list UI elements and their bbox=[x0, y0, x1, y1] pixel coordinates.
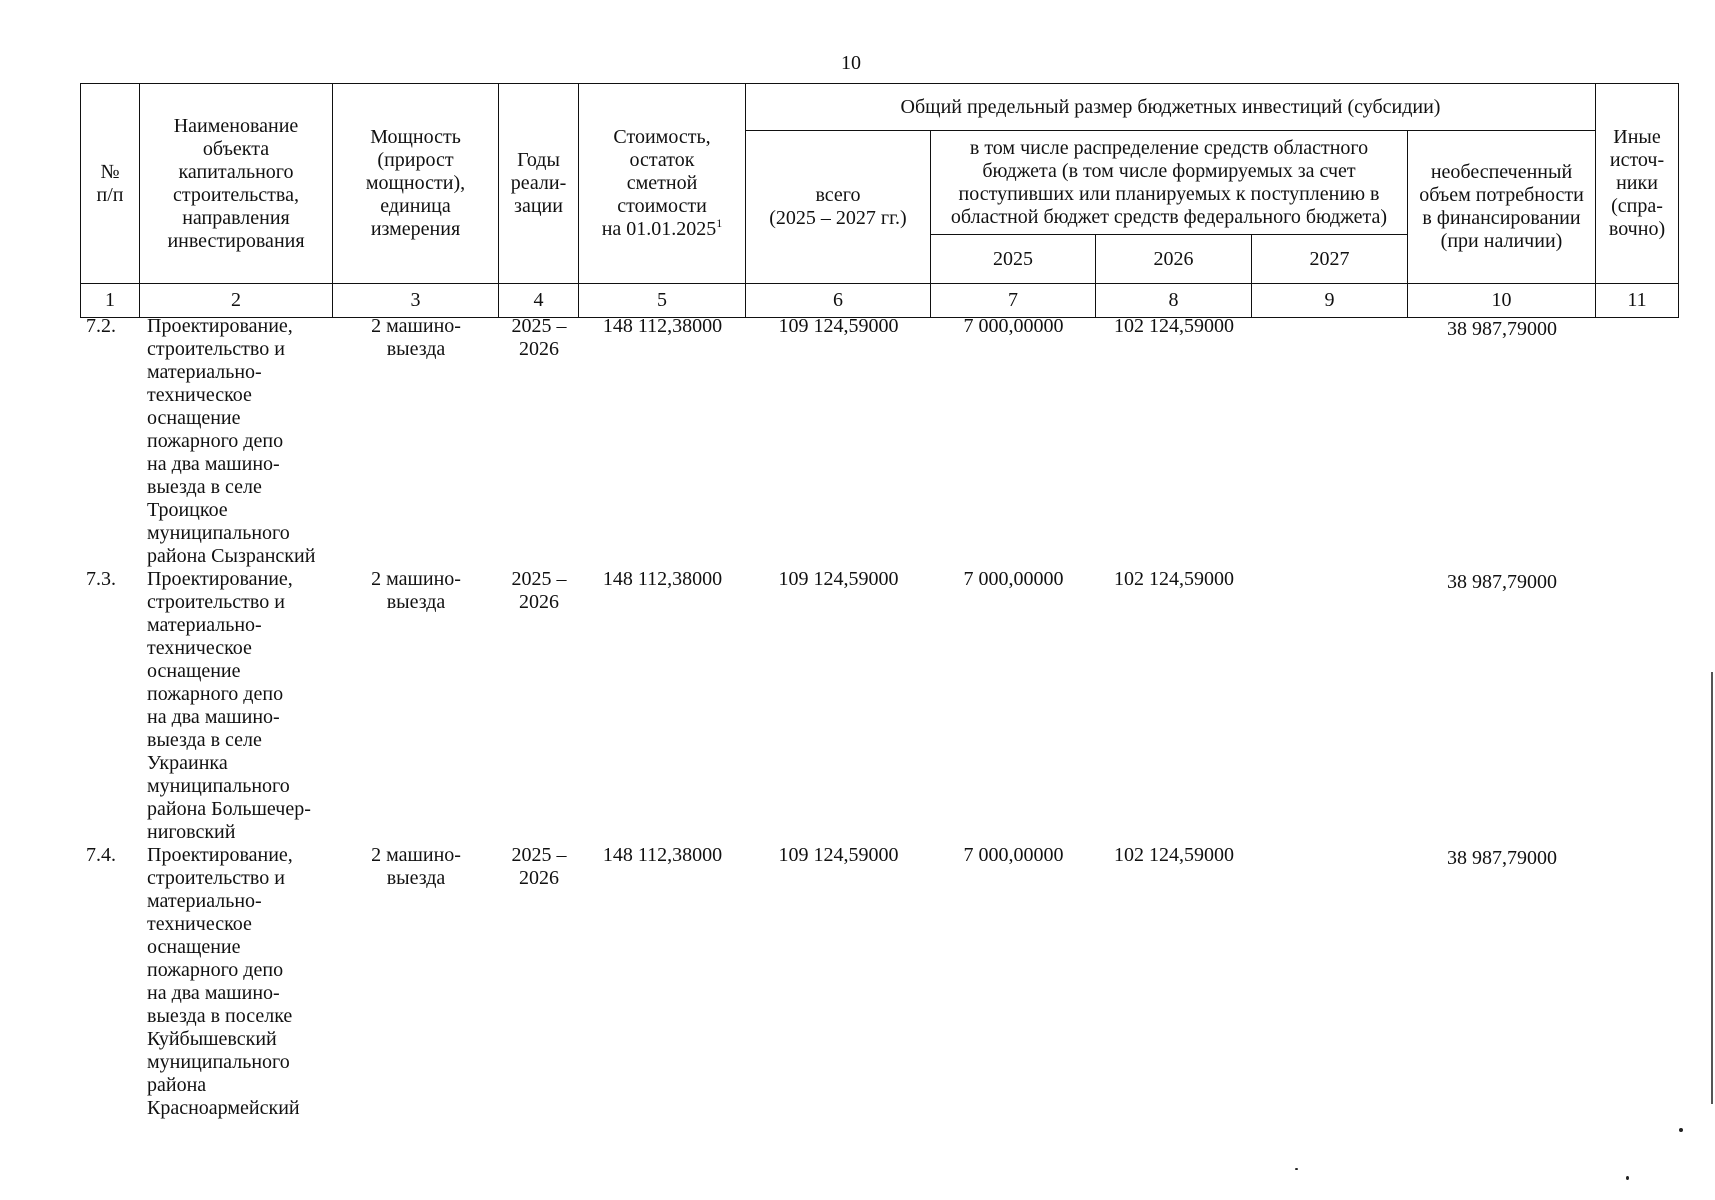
capacity: 2 машино- выезда bbox=[371, 315, 461, 360]
column-number: 3 bbox=[333, 284, 499, 318]
header-other-sources bbox=[1596, 83, 1679, 284]
capacity: 2 машино- выезда bbox=[371, 568, 461, 613]
header-cost-text: Стоимость, остаток сметной стоимости на 01.01.2025 bbox=[601, 126, 717, 240]
estimated-cost: 148 112,38000 bbox=[602, 568, 723, 590]
amount-2026: 102 124,59000 bbox=[1114, 844, 1234, 866]
column-number: 2 bbox=[140, 284, 333, 318]
column-number: 7 bbox=[931, 284, 1096, 318]
capacity: 2 машино- выезда bbox=[371, 844, 461, 889]
scan-speck bbox=[1626, 1176, 1629, 1180]
implementation-years: 2025 – 2026 bbox=[511, 315, 567, 360]
header-object-name bbox=[140, 83, 333, 284]
row-number: 7.3. bbox=[86, 568, 116, 590]
row-number: 7.2. bbox=[86, 315, 116, 337]
column-number: 8 bbox=[1096, 284, 1252, 318]
header-regional-distribution-label: в том числе распределение средств областного бюджета (в том числе формируемых за счет поступивших или планируемых к поступлению в областной бюджет средств федерального бюджета) bbox=[950, 136, 1388, 228]
header-regional-distribution bbox=[931, 131, 1408, 235]
table-row bbox=[80, 844, 1679, 1120]
header-capacity bbox=[333, 83, 499, 284]
header-cost bbox=[579, 83, 746, 284]
header-year-2027-label: 2027 bbox=[1309, 247, 1350, 270]
scan-page-edge bbox=[1711, 672, 1713, 1104]
header-year-2025-label: 2025 bbox=[993, 247, 1033, 270]
header-years-label: Годы реали- зации bbox=[510, 149, 567, 217]
column-number: 6 bbox=[746, 284, 931, 318]
column-number: 4 bbox=[499, 284, 579, 318]
header-row-number bbox=[80, 83, 140, 284]
investment-total: 109 124,59000 bbox=[778, 844, 899, 866]
header-year-2025 bbox=[931, 235, 1096, 284]
investment-total: 109 124,59000 bbox=[778, 315, 899, 337]
amount-2025: 7 000,00000 bbox=[963, 844, 1064, 866]
unsecured-need: 38 987,79000 bbox=[1447, 847, 1557, 869]
column-number: 10 bbox=[1408, 284, 1596, 318]
column-number: 9 bbox=[1252, 284, 1408, 318]
amount-2026: 102 124,59000 bbox=[1114, 568, 1234, 590]
unsecured-need: 38 987,79000 bbox=[1447, 571, 1557, 593]
object-name: Проектирование, строительство и материально- техническое оснащение пожарного депо на два машино- выезда в селе Украинка муниципального района Большечер- ниговский bbox=[147, 568, 311, 843]
column-number: 5 bbox=[579, 284, 746, 318]
table-row bbox=[80, 568, 1679, 844]
header-year-2027 bbox=[1252, 235, 1408, 284]
header-other-sources-label: Иные источ- ники (спра- вочно) bbox=[1608, 126, 1666, 240]
header-years bbox=[499, 83, 579, 284]
header-cost-label bbox=[602, 126, 723, 241]
amount-2025: 7 000,00000 bbox=[963, 315, 1064, 337]
scan-speck bbox=[1679, 1128, 1683, 1132]
estimated-cost: 148 112,38000 bbox=[602, 844, 723, 866]
header-capacity-label: Мощность (прирост мощности), единица измерения bbox=[365, 126, 466, 240]
estimated-cost: 148 112,38000 bbox=[602, 315, 723, 337]
table-header bbox=[80, 83, 1679, 318]
object-name: Проектирование, строительство и материально- техническое оснащение пожарного депо на два машино- выезда в селе Троицкое муниципального района Сызранский bbox=[147, 315, 316, 567]
header-object-name-label: Наименование объекта капитального строительства, направления инвестирования bbox=[167, 114, 305, 252]
object-name: Проектирование, строительство и материально- техническое оснащение пожарного депо на два машино- выезда в поселке Куйбышевский муниципального района Красноармейский bbox=[147, 844, 300, 1119]
header-total-label: всего (2025 – 2027 гг.) bbox=[769, 184, 907, 229]
table-row bbox=[80, 315, 1679, 568]
implementation-years: 2025 – 2026 bbox=[511, 844, 567, 889]
implementation-years: 2025 – 2026 bbox=[511, 568, 567, 613]
table-body bbox=[80, 315, 1679, 1120]
amount-2026: 102 124,59000 bbox=[1114, 315, 1234, 337]
header-investment-group bbox=[746, 83, 1596, 131]
header-year-2026-label: 2026 bbox=[1153, 247, 1194, 270]
amount-2025: 7 000,00000 bbox=[963, 568, 1064, 590]
unsecured-need: 38 987,79000 bbox=[1447, 318, 1557, 340]
header-year-2026 bbox=[1096, 235, 1252, 284]
header-unsecured-need bbox=[1408, 131, 1596, 284]
footnote-mark: 1 bbox=[716, 216, 723, 230]
page-number: 10 bbox=[841, 52, 861, 74]
header-unsecured-need-label: необеспеченный объем потребности в финансировании (при наличии) bbox=[1419, 161, 1584, 252]
scan-speck bbox=[1295, 1168, 1298, 1170]
header-total bbox=[746, 131, 931, 284]
column-number: 1 bbox=[80, 284, 140, 318]
header-investment-group-label: Общий предельный размер бюджетных инвестиций (субсидии) bbox=[900, 95, 1441, 118]
row-number: 7.4. bbox=[86, 844, 116, 866]
header-row-number-label: № п/п bbox=[96, 160, 124, 206]
investment-total: 109 124,59000 bbox=[778, 568, 899, 590]
column-number: 11 bbox=[1596, 284, 1679, 318]
